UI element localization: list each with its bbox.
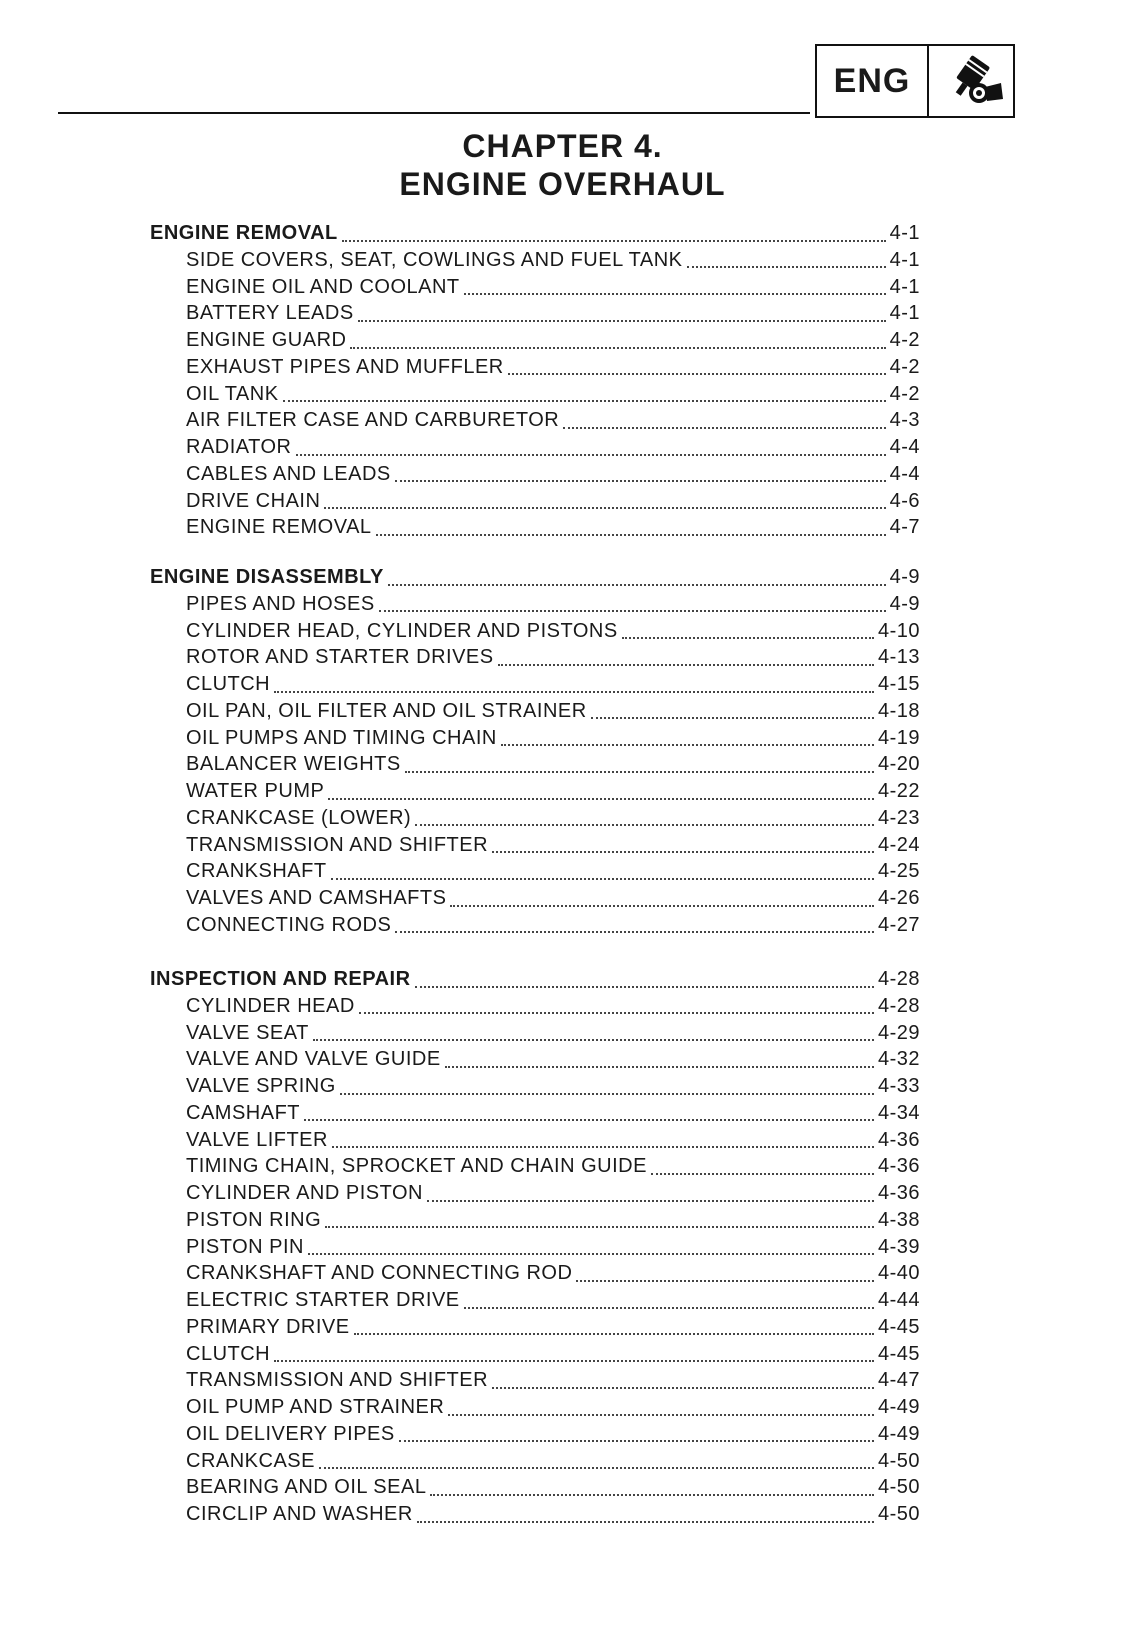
toc-entry — [186, 409, 920, 432]
toc-entry — [186, 834, 920, 857]
toc-entry — [186, 1423, 920, 1446]
dot-leader — [415, 986, 874, 988]
dot-leader — [492, 1387, 874, 1389]
toc-entry — [186, 1155, 920, 1178]
toc-entry-label: OIL TANK — [186, 382, 279, 405]
toc-entry-page: 4-6 — [889, 489, 920, 512]
dot-leader — [358, 320, 886, 322]
toc-entry-page: 4-36 — [877, 1155, 920, 1178]
dot-leader — [332, 1146, 874, 1148]
toc-entry-page: 4-24 — [877, 833, 920, 856]
toc-entry-page: 4-49 — [877, 1396, 920, 1418]
toc-entry — [186, 1476, 920, 1499]
toc-entry — [186, 1048, 920, 1071]
toc-entry-page: 4-27 — [877, 913, 920, 936]
dot-leader — [622, 637, 874, 639]
toc-entry-label: VALVE SEAT — [186, 1021, 309, 1044]
toc-entry — [186, 1129, 920, 1152]
dot-leader — [427, 1200, 874, 1202]
toc-entry-page: 4-10 — [877, 619, 920, 642]
toc-entry-label: CRANKSHAFT AND CONNECTING ROD — [186, 1262, 573, 1285]
toc-entry-label: OIL PAN, OIL FILTER AND OIL STRAINER — [186, 699, 587, 722]
toc-entry-page: 4-1 — [889, 248, 920, 271]
toc-entry-page: 4-34 — [877, 1101, 920, 1124]
toc-entry-page: 4-1 — [889, 302, 920, 325]
toc-entry-label: CONNECTING RODS — [186, 913, 392, 936]
dot-leader — [498, 664, 874, 666]
toc-entry — [186, 276, 920, 299]
dot-leader — [430, 1494, 874, 1496]
toc-entry-label: BALANCER WEIGHTS — [186, 753, 401, 776]
dot-leader — [501, 744, 874, 746]
toc-entry-label: VALVE LIFTER — [186, 1128, 328, 1151]
toc-entry-label: TRANSMISSION AND SHIFTER — [186, 833, 489, 856]
toc-entry-page: 4-2 — [889, 382, 920, 405]
toc-entry — [186, 1209, 920, 1232]
toc-entry-label: TRANSMISSION AND SHIFTER — [186, 1369, 489, 1392]
dot-leader — [274, 1360, 874, 1362]
toc-entry-label: CABLES AND LEADS — [186, 462, 391, 485]
toc-entry-page: 4-20 — [877, 753, 920, 776]
toc-entry-label: VALVE SPRING — [186, 1075, 336, 1097]
toc-entry-page: 4-2 — [889, 329, 920, 351]
dot-leader — [651, 1173, 874, 1175]
toc-entry-label: BEARING AND OIL SEAL — [186, 1476, 427, 1499]
dot-leader — [448, 1414, 874, 1416]
toc-entry — [186, 1316, 920, 1339]
toc-entry-label: RADIATOR — [186, 436, 292, 458]
toc-entry-label: OIL PUMP AND STRAINER — [186, 1396, 445, 1418]
toc-entry — [186, 700, 920, 723]
dot-leader — [304, 1119, 874, 1121]
toc-entry-page: 4-32 — [877, 1048, 920, 1071]
toc-entry — [186, 860, 920, 883]
dot-leader — [445, 1066, 874, 1068]
toc-entry-label: ELECTRIC STARTER DRIVE — [186, 1289, 460, 1311]
toc-entry-page: 4-40 — [877, 1262, 920, 1285]
toc-entry — [186, 1102, 920, 1125]
dot-leader — [308, 1253, 874, 1255]
toc-entry — [186, 753, 920, 776]
toc-entry-page: 4-36 — [877, 1182, 920, 1204]
dot-leader — [492, 851, 874, 853]
dot-leader — [274, 691, 874, 693]
toc-entry — [186, 329, 920, 352]
toc-entry-page: 4-28 — [877, 968, 920, 990]
toc-entry-label: CRANKCASE (LOWER) — [186, 806, 412, 829]
toc-entry-page: 4-9 — [889, 592, 920, 615]
dot-leader — [508, 373, 886, 375]
toc-entry-label: TIMING CHAIN, SPROCKET AND CHAIN GUIDE — [186, 1155, 647, 1178]
toc-entry-page: 4-50 — [877, 1476, 920, 1499]
dot-leader — [687, 266, 886, 268]
dot-leader — [331, 878, 874, 880]
toc-entry-label: SIDE COVERS, SEAT, COWLINGS AND FUEL TANK — [186, 248, 683, 271]
toc-entry — [186, 490, 920, 513]
toc-section-entry — [150, 222, 920, 245]
toc-entry — [186, 1369, 920, 1392]
toc-entry-label: PISTON PIN — [186, 1235, 304, 1258]
toc-entry — [186, 593, 920, 616]
toc-entry-label: PIPES AND HOSES — [186, 592, 375, 615]
toc-entry-label: CYLINDER HEAD — [186, 994, 355, 1017]
engine-piston-icon-graphic — [935, 53, 1007, 109]
dot-leader — [450, 905, 874, 907]
toc-entry — [186, 1450, 920, 1473]
toc-entry-label: CRANKSHAFT — [186, 860, 327, 883]
toc-entry-page: 4-44 — [877, 1289, 920, 1311]
toc-entry-page: 4-23 — [877, 806, 920, 829]
dot-leader — [464, 1307, 874, 1309]
toc-entry-label: ENGINE GUARD — [186, 329, 347, 351]
toc-entry-page: 4-36 — [877, 1128, 920, 1151]
toc-entry-page: 4-15 — [877, 673, 920, 695]
dot-leader — [342, 240, 886, 242]
toc-entry-page: 4-18 — [877, 699, 920, 722]
toc-entry-page: 4-22 — [877, 780, 920, 802]
toc-entry-label: EXHAUST PIPES AND MUFFLER — [186, 355, 504, 378]
toc-entry — [186, 1262, 920, 1285]
toc-entry — [186, 1343, 920, 1366]
toc-entry-page: 4-45 — [877, 1315, 920, 1338]
toc-entry-page: 4-19 — [877, 726, 920, 749]
toc-entry-label: INSPECTION AND REPAIR — [150, 968, 411, 990]
dot-leader — [359, 1012, 874, 1014]
toc-entry-label: CLUTCH — [186, 673, 271, 695]
toc-entry — [186, 673, 920, 696]
toc-entry — [186, 1022, 920, 1045]
dot-leader — [325, 1226, 874, 1228]
toc-entry — [186, 1236, 920, 1259]
chapter-badge — [815, 44, 1015, 118]
toc-entry — [186, 356, 920, 379]
engine-piston-icon — [929, 46, 1013, 116]
toc-entry-page: 4-1 — [889, 275, 920, 298]
dot-leader — [591, 717, 874, 719]
dot-leader — [319, 1467, 874, 1469]
dot-leader — [340, 1093, 874, 1095]
toc-entry-page: 4-7 — [889, 516, 920, 539]
dot-leader — [388, 584, 886, 586]
toc-entry — [186, 807, 920, 830]
toc-entry — [186, 249, 920, 272]
toc-entry-label: PRIMARY DRIVE — [186, 1315, 350, 1338]
chapter-title: ENGINE OVERHAUL — [399, 166, 726, 202]
toc-entry — [186, 302, 920, 325]
toc-entry — [186, 1396, 920, 1419]
toc-entry — [186, 463, 920, 486]
toc-entry — [186, 516, 920, 539]
toc-entry — [186, 914, 920, 937]
toc-entry-label: PISTON RING — [186, 1208, 322, 1231]
toc-entry-label: ENGINE REMOVAL — [150, 222, 338, 244]
toc-entry-label: WATER PUMP — [186, 780, 325, 802]
toc-entry-label: CAMSHAFT — [186, 1101, 300, 1124]
toc-entry-page: 4-28 — [877, 994, 920, 1017]
dot-leader — [328, 798, 874, 800]
dot-leader — [324, 507, 885, 509]
toc-entry — [186, 1503, 920, 1526]
dot-leader — [576, 1280, 874, 1282]
toc-entry-page: 4-26 — [877, 887, 920, 909]
toc-entry-label: DRIVE CHAIN — [186, 489, 321, 512]
toc-entry-page: 4-38 — [877, 1208, 920, 1231]
toc-entry-label: ENGINE OIL AND COOLANT — [186, 275, 460, 298]
toc-entry-label: VALVES AND CAMSHAFTS — [186, 887, 447, 909]
dot-leader — [405, 771, 874, 773]
toc-entry-label: ENGINE REMOVAL — [186, 516, 372, 539]
toc-entry-page: 4-3 — [889, 409, 920, 432]
toc-section-entry — [150, 566, 920, 589]
toc-entry-label: CYLINDER HEAD, CYLINDER AND PISTONS — [186, 619, 618, 642]
dot-leader — [395, 480, 886, 482]
toc-entry — [186, 780, 920, 803]
toc-entry — [186, 1075, 920, 1098]
dot-leader — [415, 824, 874, 826]
toc-entry-label: OIL DELIVERY PIPES — [186, 1422, 395, 1445]
toc-entry — [186, 646, 920, 669]
toc-entry — [186, 383, 920, 406]
toc-entry — [186, 1289, 920, 1312]
dot-leader — [283, 400, 886, 402]
toc-entry — [186, 620, 920, 643]
toc-entry-label: CIRCLIP AND WASHER — [186, 1503, 413, 1525]
dot-leader — [296, 454, 886, 456]
toc-entry-page: 4-39 — [877, 1235, 920, 1258]
toc-entry-page: 4-13 — [877, 646, 920, 669]
toc-entry-page: 4-4 — [889, 436, 920, 458]
toc-entry-label: ROTOR AND STARTER DRIVES — [186, 646, 494, 669]
toc-entry — [186, 1182, 920, 1205]
toc-entry — [186, 995, 920, 1018]
toc-entry — [186, 436, 920, 459]
toc-entry-page: 4-9 — [889, 566, 920, 588]
toc-entry-label: ENGINE DISASSEMBLY — [150, 566, 384, 588]
toc-entry-page: 4-33 — [877, 1075, 920, 1097]
dot-leader — [379, 610, 886, 612]
dot-leader — [464, 293, 886, 295]
chapter-badge-label: ENG — [817, 46, 929, 116]
toc-entry — [186, 887, 920, 910]
dot-leader — [417, 1521, 874, 1523]
header-rule — [58, 112, 810, 114]
toc-entry — [186, 727, 920, 750]
toc-entry-label: AIR FILTER CASE AND CARBURETOR — [186, 409, 560, 432]
dot-leader — [354, 1333, 874, 1335]
dot-leader — [313, 1039, 874, 1041]
toc-entry-label: OIL PUMPS AND TIMING CHAIN — [186, 726, 497, 749]
dot-leader — [563, 427, 885, 429]
toc-entry-page: 4-50 — [877, 1503, 920, 1525]
toc-entry-page: 4-4 — [889, 462, 920, 485]
toc-entry-page: 4-50 — [877, 1449, 920, 1472]
toc-entry-page: 4-45 — [877, 1342, 920, 1365]
toc-entry-page: 4-47 — [877, 1369, 920, 1392]
chapter-number: CHAPTER 4. — [462, 128, 663, 164]
toc-entry-page: 4-29 — [877, 1021, 920, 1044]
dot-leader — [395, 931, 874, 933]
dot-leader — [376, 534, 886, 536]
toc-entry-page: 4-1 — [889, 222, 920, 244]
toc-entry-label: VALVE AND VALVE GUIDE — [186, 1048, 441, 1071]
toc-entry-page: 4-2 — [889, 355, 920, 378]
dot-leader — [350, 347, 885, 349]
toc-entry-label: CRANKCASE — [186, 1449, 315, 1472]
toc-entry-label: CYLINDER AND PISTON — [186, 1182, 423, 1204]
dot-leader — [399, 1440, 874, 1442]
toc-entry-page: 4-25 — [877, 860, 920, 883]
toc-entry-label: BATTERY LEADS — [186, 302, 354, 325]
toc-section-entry — [150, 968, 920, 991]
toc-entry-page: 4-49 — [877, 1422, 920, 1445]
toc-entry-label: CLUTCH — [186, 1342, 271, 1365]
